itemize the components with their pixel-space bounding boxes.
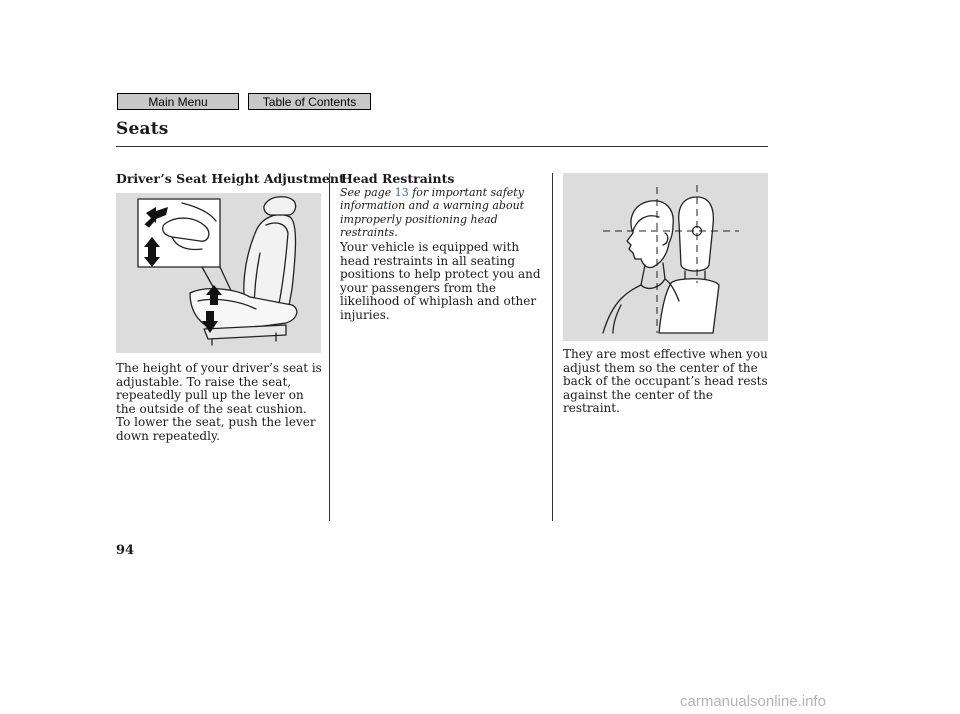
column-divider-left	[329, 173, 330, 521]
head-restraints-text: Your vehicle is equipped with head restraints in all seating positions to help protect you and your passengers from the likelihood of whiplash and other injuries.	[340, 240, 541, 322]
column-divider-right	[552, 173, 553, 521]
note-prefix: See page	[340, 186, 395, 199]
watermark: carmanualsonline.info	[680, 693, 826, 710]
seat-height-heading: Driver’s Seat Height Adjustment	[116, 171, 345, 186]
header-rule	[116, 146, 768, 147]
seat-height-text: The height of your driver’s seat is adjustable. To raise the seat, repeatedly pull up the lever on the outside of the seat cushion. To lower the seat, push the lever down repeatedly.	[116, 361, 322, 443]
safety-note	[340, 186, 550, 240]
head-restraint-effectiveness-text: They are most effective when you adjust them so the center of the back of the occupant’s head rests against the center of the restraint.	[563, 347, 768, 416]
page-number: 94	[116, 543, 135, 558]
table-of-contents-button[interactable]: Table of Contents	[248, 93, 371, 110]
seat-height-figure	[116, 193, 321, 353]
page-13-link[interactable]: 13	[394, 186, 409, 199]
seat-lever-icon	[116, 193, 321, 353]
section-title: Seats	[116, 119, 169, 139]
head-restraint-figure	[563, 173, 768, 341]
head-restraint-icon	[563, 173, 768, 341]
note-suffix: for important safety information and a warning about improperly positioning head restraints.	[340, 186, 525, 240]
head-restraints-heading: Head Restraints	[341, 171, 455, 186]
main-menu-button[interactable]: Main Menu	[117, 93, 239, 110]
